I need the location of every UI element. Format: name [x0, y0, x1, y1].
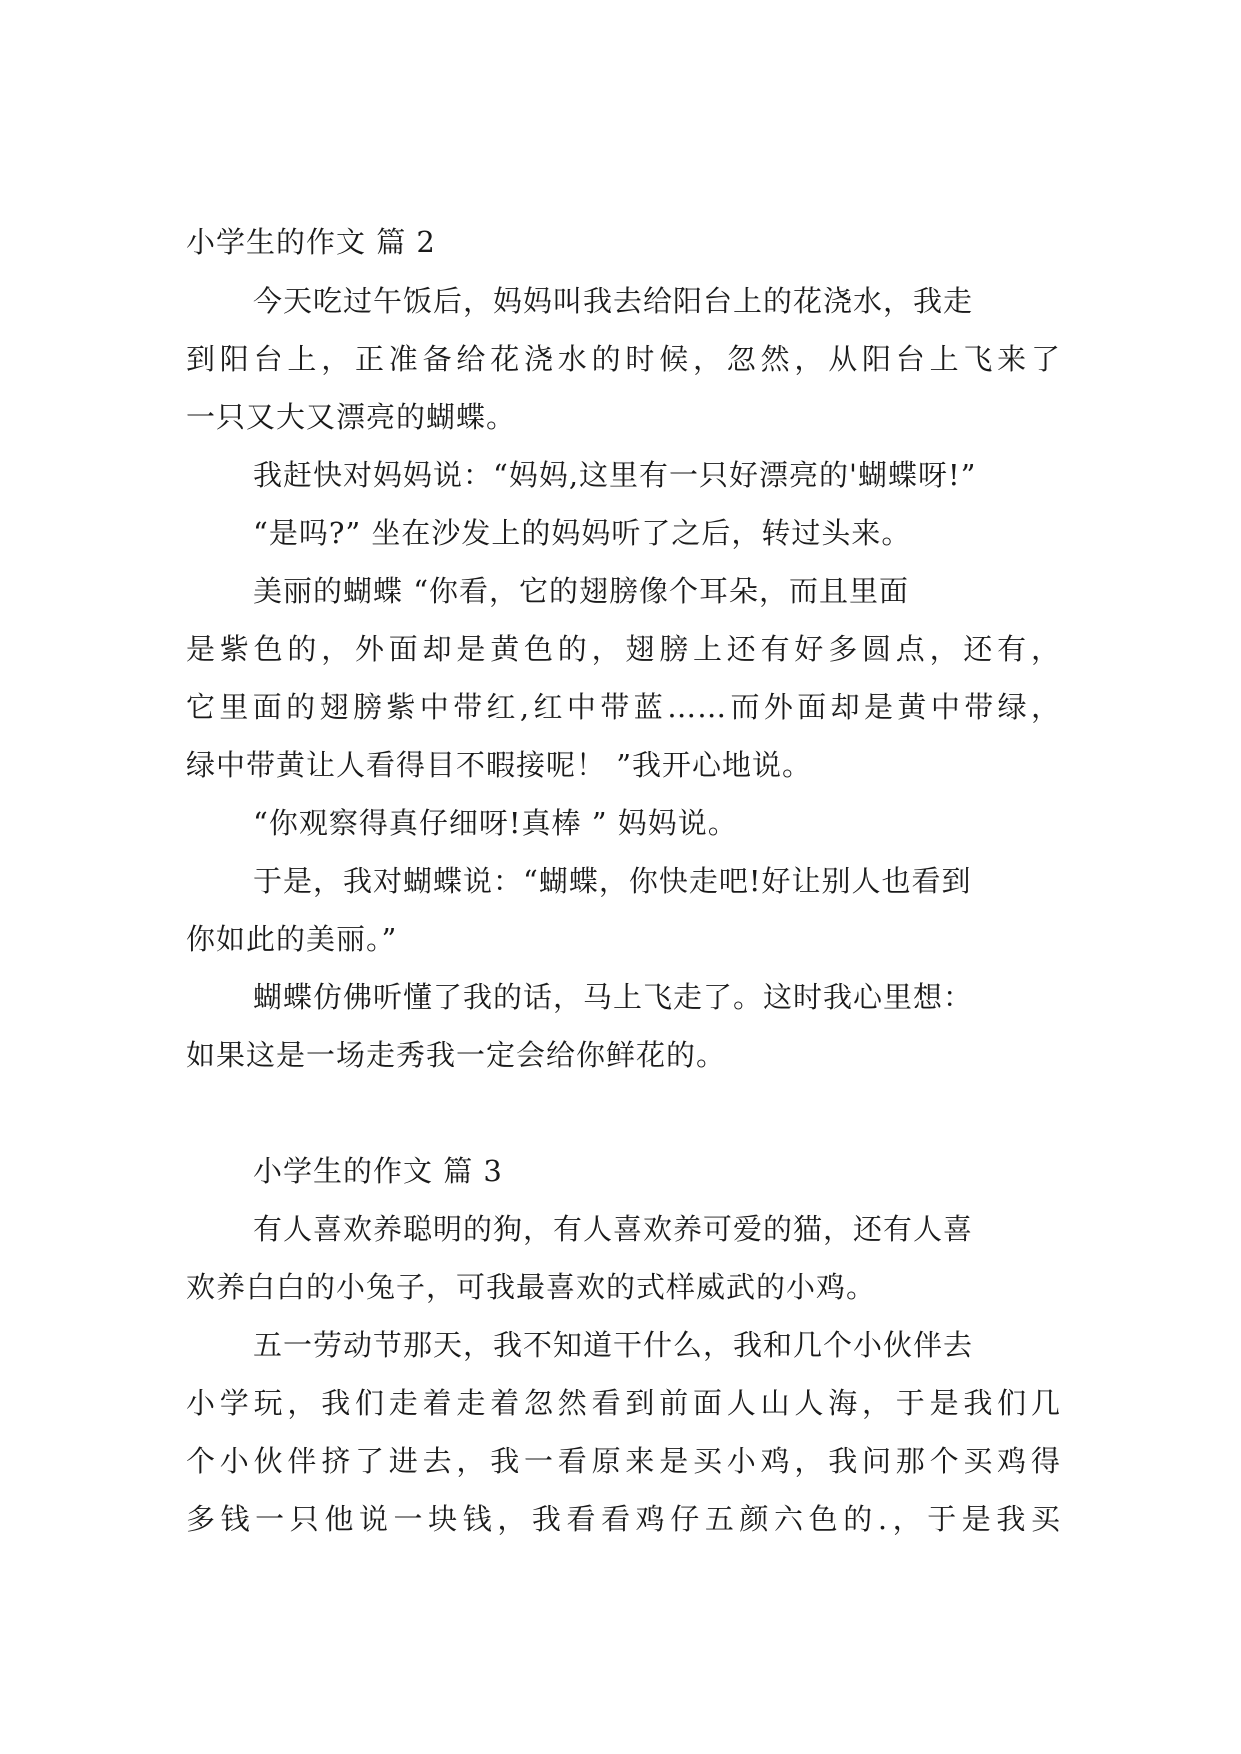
paragraph-line: 我赶快对妈妈说：“妈妈,这里有一只好漂亮的'蝴蝶呀!” [253, 458, 977, 492]
paragraph-line: 你如此的美丽。” [186, 922, 398, 956]
paragraph-line: 有人喜欢养聪明的狗，有人喜欢养可爱的猫，还有人喜 [253, 1212, 974, 1246]
paragraph-line: 它里面的翅膀紫中带红,红中带蓝……而外面却是黄中带绿， [186, 690, 1061, 724]
paragraph-line: 今天吃过午饭后，妈妈叫我去给阳台上的花浇水，我走 [253, 284, 974, 318]
paragraph-line: 小学玩，我们走着走着忽然看到前面人山人海，于是我们几 [186, 1386, 1061, 1420]
paragraph-line: 蝴蝶仿佛听懂了我的话，马上飞走了。这时我心里想： [253, 980, 974, 1014]
section-3-title: 小学生的作文 篇 3 [253, 1154, 503, 1188]
paragraph-line: 美丽的蝴蝶 “你看，它的翅膀像个耳朵，而且里面 [253, 574, 910, 608]
paragraph-line: 一只又大又漂亮的蝴蝶。 [186, 400, 517, 434]
paragraph-line: 绿中带黄让人看得目不暇接呢！ ”我开心地说。 [186, 748, 813, 782]
paragraph-line: 是紫色的，外面却是黄色的，翅膀上还有好多圆点，还有， [186, 632, 1061, 666]
section-2-title: 小学生的作文 篇 2 [186, 225, 436, 259]
paragraph-line: 于是，我对蝴蝶说：“蝴蝶，你快走吧!好让别人也看到 [253, 864, 972, 898]
paragraph-line: “是吗?” 坐在沙发上的妈妈听了之后，转过头来。 [253, 516, 912, 550]
paragraph-line: 到阳台上，正准备给花浇水的时候，忽然，从阳台上飞来了 [186, 342, 1061, 376]
paragraph-line: “你观察得真仔细呀!真棒 ” 妈妈说。 [253, 806, 738, 840]
paragraph-line: 如果这是一场走秀我一定会给你鲜花的。 [186, 1038, 727, 1072]
paragraph-line: 五一劳动节那天，我不知道干什么，我和几个小伙伴去 [253, 1328, 974, 1362]
paragraph-line: 欢养白白的小兔子，可我最喜欢的式样威武的小鸡。 [186, 1270, 877, 1304]
paragraph-line: 个小伙伴挤了进去，我一看原来是买小鸡，我问那个买鸡得 [186, 1444, 1061, 1478]
paragraph-line: 多钱一只他说一块钱，我看看鸡仔五颜六色的.，于是我买 [186, 1502, 1061, 1536]
